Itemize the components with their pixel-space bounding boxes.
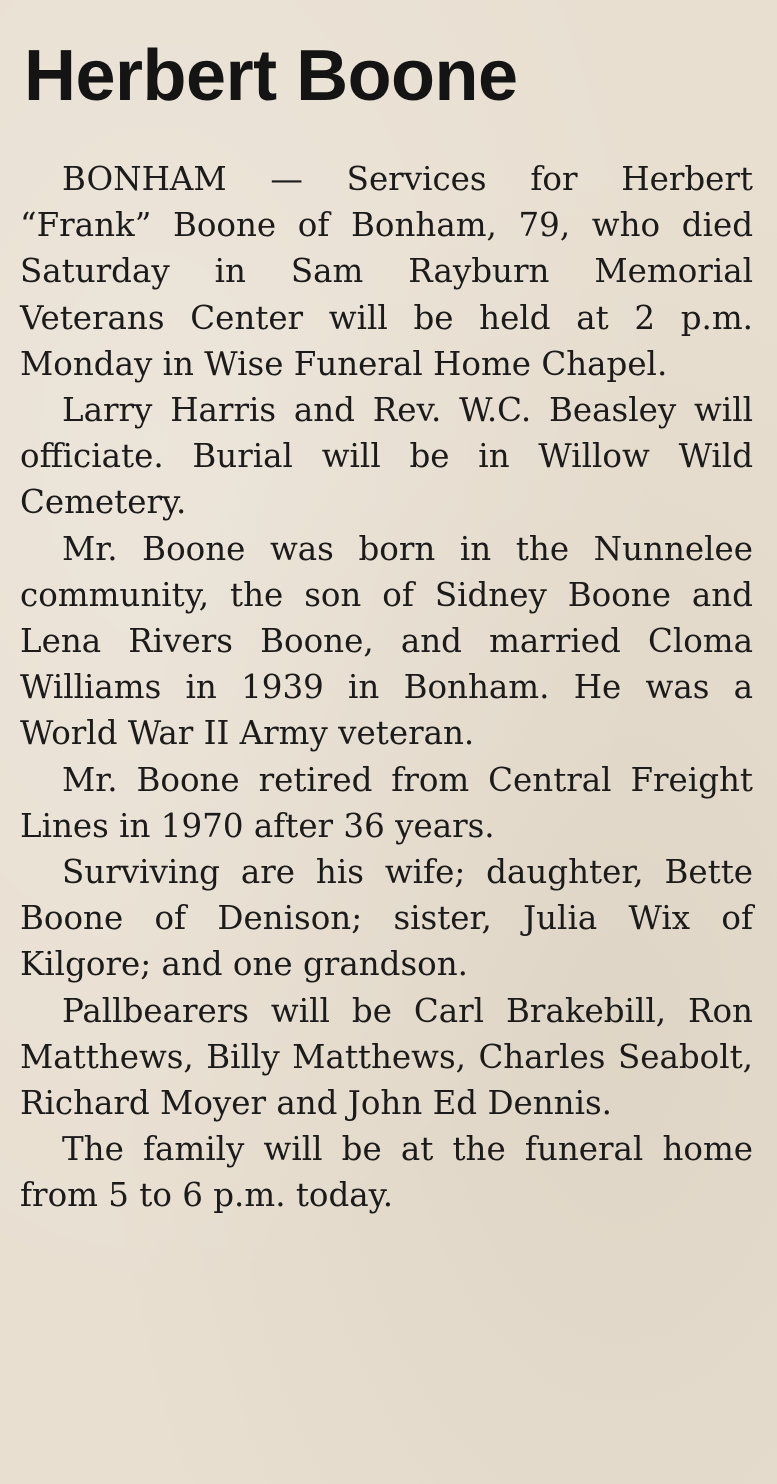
paragraph-officiants: Larry Harris and Rev. W.C. Beasley will officiate. Burial will be in Willow Wild Cemetery.	[20, 391, 753, 522]
paragraph-career: Mr. Boone retired from Central Freight Lines in 1970 after 36 years.	[20, 760, 753, 845]
paragraph-family-visitation: The family will be at the funeral home from 5 to 6 p.m. today.	[20, 1130, 753, 1215]
paragraph-services: BONHAM — Services for Herbert “Frank” Boone of Bonham, 79, who died Saturday in Sam Rayburn Memorial Veterans Center will be held at 2 p.m. Monday in Wise Funeral Home Chapel.	[20, 160, 753, 383]
obituary-body	[20, 156, 753, 1219]
paragraph-survivors: Surviving are his wife; daughter, Bette Boone of Denison; sister, Julia Wix of Kilgore; and one grandson.	[20, 853, 753, 984]
obituary-headline: Herbert Boone	[24, 36, 518, 116]
paragraph-biography: Mr. Boone was born in the Nunnelee community, the son of Sidney Boone and Lena Rivers Boone, and married Cloma Williams in 1939 in Bonham. He was a World War II Army veteran.	[20, 529, 753, 753]
paragraph-pallbearers: Pallbearers will be Carl Brakebill, Ron Matthews, Billy Matthews, Charles Seabolt, Richard Moyer and John Ed Dennis.	[20, 991, 753, 1123]
